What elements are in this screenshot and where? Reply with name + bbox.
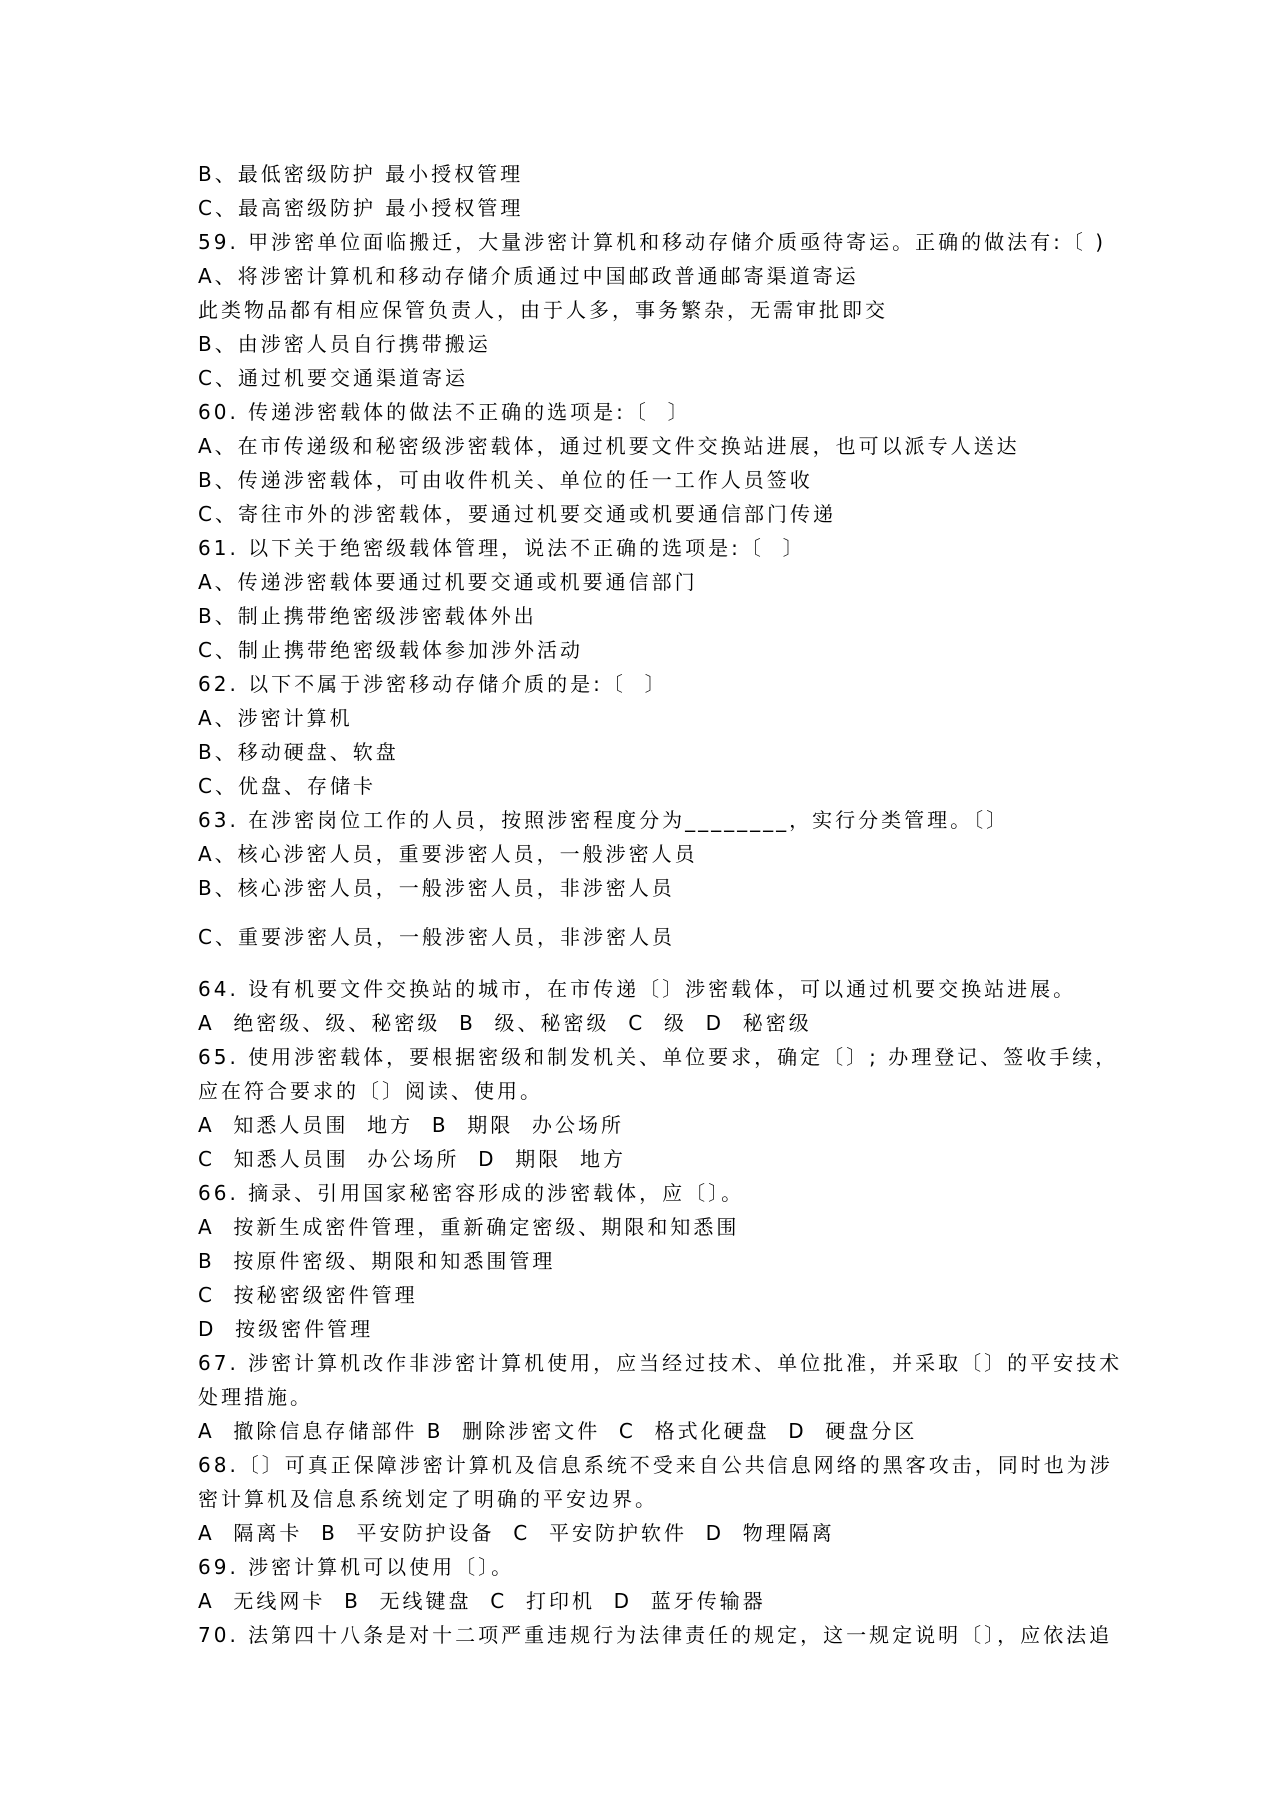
question-63: 63. 在涉密岗位工作的人员，按照涉密程度分为________，实行分类管理。〔〕 xyxy=(198,808,1010,832)
question-63-option-c: C、重要涉密人员，一般涉密人员，非涉密人员 xyxy=(198,925,675,949)
question-59-option-c: C、通过机要交通渠道寄运 xyxy=(198,366,468,390)
question-70: 70. 法第四十八条是对十二项严重违规行为法律责任的规定，这一规定说明〔〕，应依法追 xyxy=(198,1623,1113,1647)
question-62-option-c: C、优盘、存储卡 xyxy=(198,774,376,798)
question-67: 67. 涉密计算机改作非涉密计算机使用，应当经过技术、单位批准，并采取〔〕的平安技术 xyxy=(198,1351,1123,1375)
question-65-options-cd: C 知悉人员围 办公场所 D 期限 地方 xyxy=(198,1147,626,1171)
question-59-option-b: B、由涉密人员自行携带搬运 xyxy=(198,332,491,356)
question-61: 61. 以下关于绝密级载体管理，说法不正确的选项是:〔 〕 xyxy=(198,536,806,560)
question-65-continued: 应在符合要求的〔〕阅读、使用。 xyxy=(198,1079,543,1103)
question-59: 59. 甲涉密单位面临搬迁，大量涉密计算机和移动存储介质亟待寄运。正确的做法有:〔 ) xyxy=(198,230,1107,254)
option-c-text: C、最高密级防护 最小授权管理 xyxy=(198,196,524,220)
question-60: 60. 传递涉密载体的做法不正确的选项是:〔 〕 xyxy=(198,400,691,424)
question-60-option-c: C、寄往市外的涉密载体，要通过机要交通或机要通信部门传递 xyxy=(198,502,836,526)
question-63-option-b: B、核心涉密人员，一般涉密人员，非涉密人员 xyxy=(198,876,675,900)
question-68-continued: 密计算机及信息系统划定了明确的平安边界。 xyxy=(198,1487,658,1511)
question-60-option-a: A、在市传递级和秘密级涉密载体，通过机要文件交换站进展，也可以派专人送达 xyxy=(198,434,1020,458)
question-66-option-d: D 按级密件管理 xyxy=(198,1317,374,1341)
option-b-text: B、最低密级防护 最小授权管理 xyxy=(198,162,524,186)
question-67-options: A 撤除信息存储部件 B 删除涉密文件 C 格式化硬盘 D 硬盘分区 xyxy=(198,1419,918,1443)
question-66-option-a: A 按新生成密件管理，重新确定密级、期限和知悉围 xyxy=(198,1215,740,1239)
question-60-option-b: B、传递涉密载体，可由收件机关、单位的任一工作人员签收 xyxy=(198,468,813,492)
question-61-option-b: B、制止携带绝密级涉密载体外出 xyxy=(198,604,537,628)
question-66: 66. 摘录、引用国家秘密容形成的涉密载体，应〔〕。 xyxy=(198,1181,745,1205)
question-62: 62. 以下不属于涉密移动存储介质的是:〔 〕 xyxy=(198,672,668,696)
question-65: 65. 使用涉密载体，要根据密级和制发机关、单位要求，确定〔〕; 办理登记、签收手续， xyxy=(198,1045,1119,1069)
question-59-option-a: A、将涉密计算机和移动存储介质通过中国邮政普通邮寄渠道寄运 xyxy=(198,264,859,288)
question-69: 69. 涉密计算机可以使用〔〕。 xyxy=(198,1555,515,1579)
question-61-option-a: A、传递涉密载体要通过机要交通或机要通信部门 xyxy=(198,570,698,594)
question-68-options: A 隔离卡 B 平安防护设备 C 平安防护软件 D 物理隔离 xyxy=(198,1521,835,1545)
question-66-option-c: C 按秘密级密件管理 xyxy=(198,1283,418,1307)
question-66-option-b: B 按原件密级、期限和知悉围管理 xyxy=(198,1249,556,1273)
question-69-options: A 无线网卡 B 无线键盘 C 打印机 D 蓝牙传输器 xyxy=(198,1589,766,1613)
question-59-option-a-continued: 此类物品都有相应保管负责人，由于人多，事务繁杂，无需审批即交 xyxy=(198,298,888,322)
question-62-option-b: B、移动硬盘、软盘 xyxy=(198,740,399,764)
question-63-option-a: A、核心涉密人员，重要涉密人员，一般涉密人员 xyxy=(198,842,698,866)
question-65-options-ab: A 知悉人员围 地方 B 期限 办公场所 xyxy=(198,1113,624,1137)
question-64-options: A 绝密级、级、秘密级 B 级、秘密级 C 级 D 秘密级 xyxy=(198,1011,812,1035)
question-67-continued: 处理措施。 xyxy=(198,1385,313,1409)
question-61-option-c: C、制止携带绝密级载体参加涉外活动 xyxy=(198,638,583,662)
question-64: 64. 设有机要文件交换站的城市，在市传递〔〕涉密载体，可以通过机要交换站进展。 xyxy=(198,977,1077,1001)
question-68: 68.〔〕可真正保障涉密计算机及信息系统不受来自公共信息网络的黑客攻击，同时也为涉 xyxy=(198,1453,1113,1477)
question-62-option-a: A、涉密计算机 xyxy=(198,706,353,730)
